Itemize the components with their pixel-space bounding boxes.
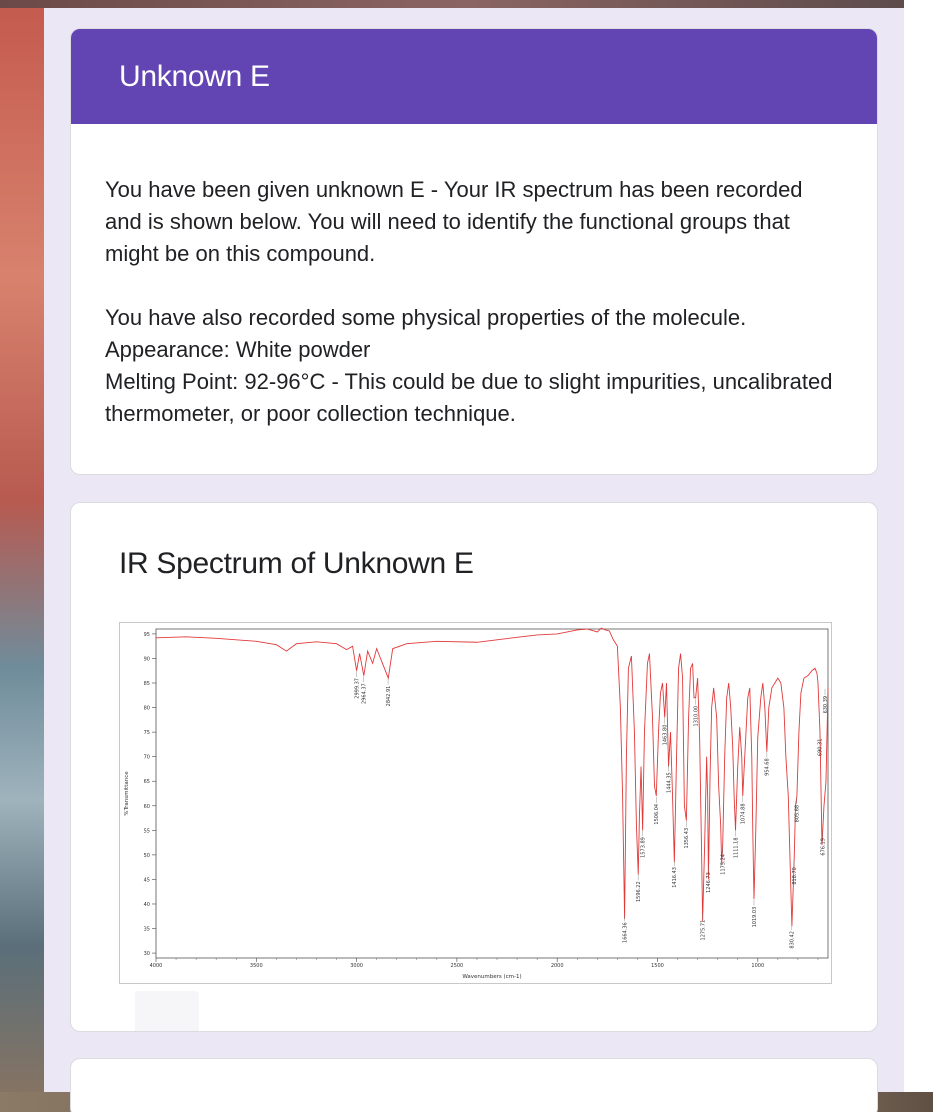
form-page — [44, 8, 904, 1092]
browser-scroll-area — [904, 0, 933, 1112]
peak-label: 1019.03 — [751, 906, 758, 928]
peak-label: 954.68 — [764, 758, 771, 776]
peak-label: 1111.18 — [733, 837, 740, 859]
section-title: Unknown E — [71, 29, 877, 124]
y-tick-label: 35 — [143, 926, 150, 933]
y-tick-label: 40 — [143, 901, 150, 908]
y-tick-label: 60 — [143, 803, 150, 810]
ir-spectrum-image — [119, 622, 832, 984]
section-header-card — [70, 28, 878, 475]
peak-label: 676.19 — [820, 838, 827, 856]
y-tick-label: 50 — [143, 852, 150, 859]
y-tick-label: 70 — [143, 754, 150, 761]
ir-spectrum-chart — [120, 623, 831, 983]
x-axis-label: Wavenumbers (cm-1) — [462, 974, 522, 980]
peak-label: 1175.24 — [720, 854, 727, 875]
desktop-wallpaper-top — [0, 0, 933, 8]
peak-label: 1596.22 — [635, 881, 642, 903]
peak-label: 1463.80 — [662, 724, 669, 746]
spectrum-line — [156, 628, 828, 926]
y-tick-label: 80 — [143, 705, 150, 712]
y-tick-label: 85 — [143, 681, 150, 688]
peak-label: 1506.04 — [654, 803, 661, 825]
peak-label: 1275.71 — [700, 919, 707, 941]
section-description — [71, 124, 877, 430]
y-tick-label: 30 — [143, 951, 150, 958]
image-item-card — [70, 502, 878, 1032]
peak-label: 1356.43 — [684, 827, 691, 849]
image-title: IR Spectrum of Unknown E — [119, 547, 474, 580]
y-tick-label: 55 — [143, 828, 150, 835]
peak-label: 690.31 — [817, 738, 824, 757]
x-tick-label: 2500 — [450, 963, 464, 969]
image-action-button[interactable] — [135, 991, 199, 1032]
appearance-line: Appearance: White powder — [105, 337, 371, 362]
y-axis-label: %Transmittance — [124, 771, 130, 816]
peak-label: 1310.00 — [693, 705, 700, 727]
peak-label: 1573.89 — [640, 837, 647, 858]
peak-label: 2842.91 — [385, 685, 392, 707]
x-tick-label: 1500 — [651, 963, 664, 969]
x-tick-label: 3000 — [350, 963, 363, 969]
plot-frame — [156, 629, 828, 958]
description-paragraph-2: You have also recorded some physical properties of the molecule. — [105, 305, 747, 330]
x-tick-label: 3500 — [249, 963, 263, 969]
peak-label: 830.42 — [789, 931, 796, 949]
peak-label: 1416.43 — [672, 867, 679, 888]
peak-label: 1074.88 — [740, 803, 747, 825]
peak-label: 2999.37 — [354, 678, 361, 699]
peak-label: 818.70 — [791, 867, 798, 885]
x-tick-label: 1000 — [751, 963, 765, 969]
melting-point-line: Melting Point: 92-96°C - This could be due to slight impurities, uncalibrated thermometer, or poor collection technique. — [105, 369, 833, 426]
peak-label: 2964.37 — [361, 683, 368, 704]
peak-label: 630.39 — [822, 695, 829, 714]
x-tick-label: 2000 — [550, 963, 564, 969]
y-tick-label: 95 — [143, 631, 150, 638]
y-tick-label: 45 — [143, 877, 150, 884]
x-tick-label: 4000 — [149, 963, 163, 969]
peak-label: 1444.35 — [666, 772, 673, 793]
peak-label: 1246.73 — [706, 872, 713, 893]
desktop-wallpaper-left — [0, 0, 44, 1112]
y-tick-label: 90 — [143, 656, 150, 663]
peak-label: 1664.36 — [622, 922, 629, 943]
y-tick-label: 75 — [143, 730, 150, 737]
next-item-card — [70, 1058, 878, 1112]
peak-label: 805.68 — [794, 804, 801, 823]
y-tick-label: 65 — [143, 779, 150, 786]
description-paragraph-1: You have been given unknown E - Your IR spectrum has been recorded and is shown below. You will need to identify the functional groups that might be on this compound. — [105, 177, 803, 266]
